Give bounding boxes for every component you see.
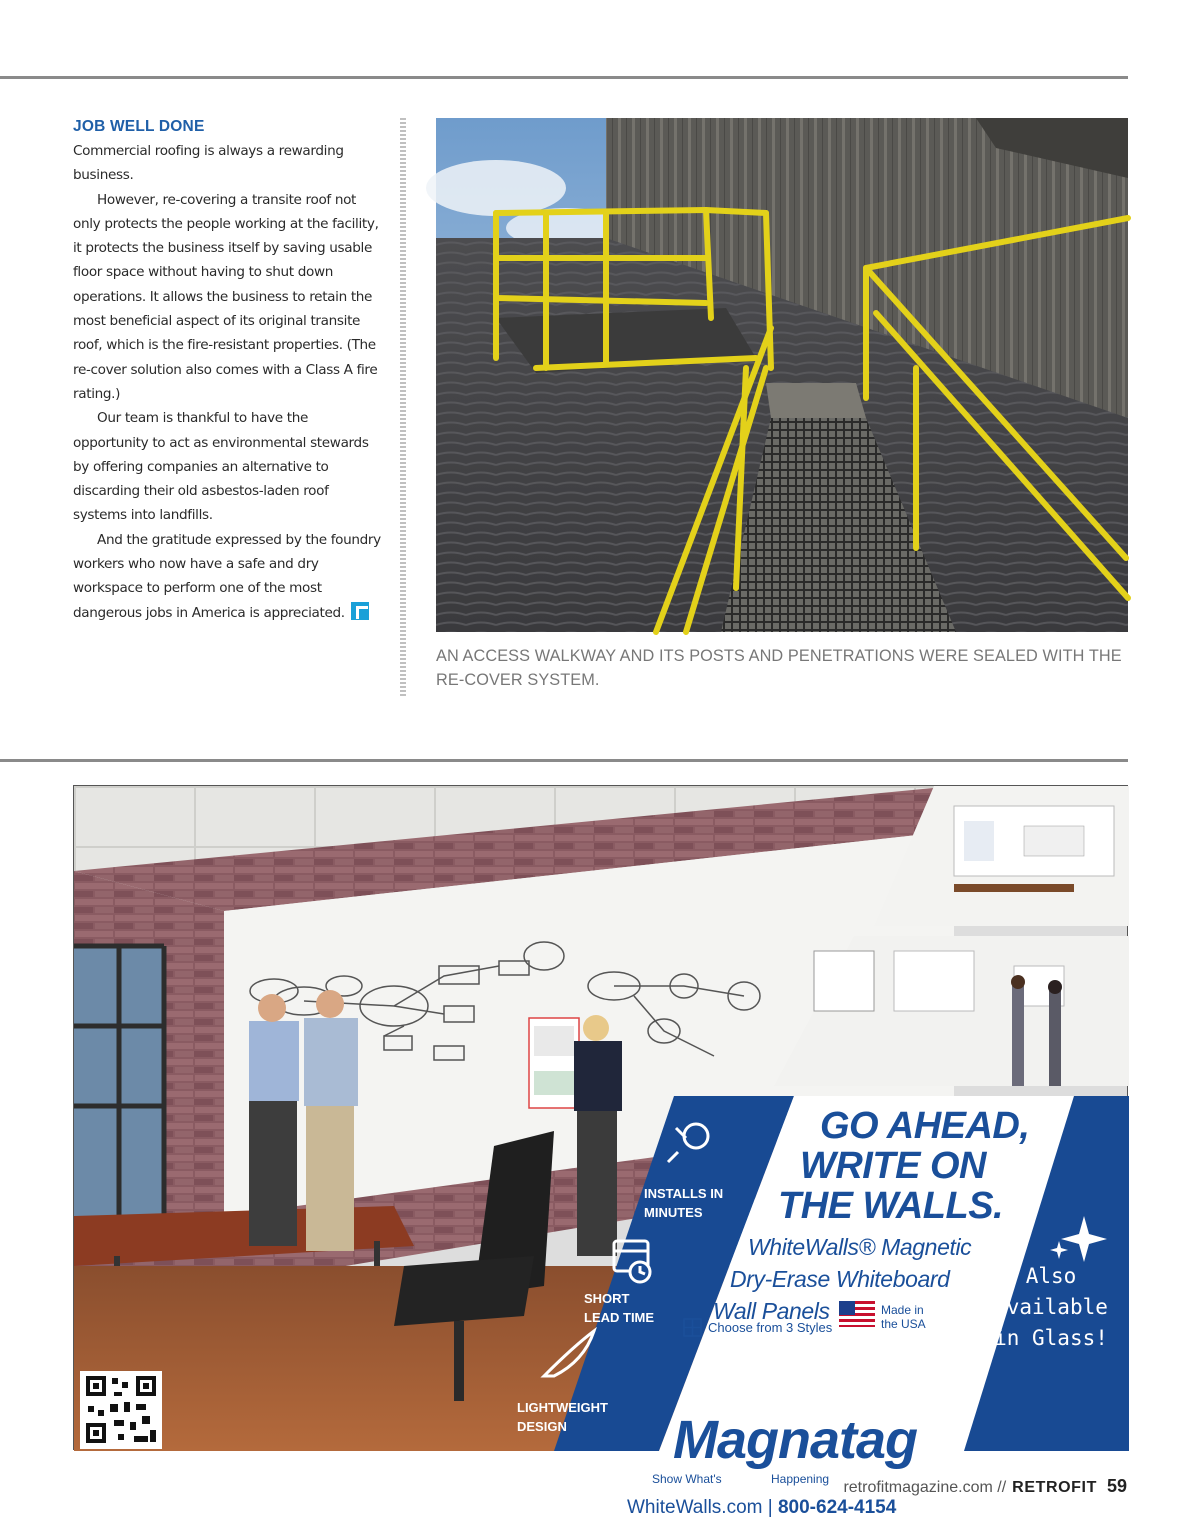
feature-installs — [644, 1184, 726, 1222]
headline-line-3: THE WALLS. — [778, 1185, 1004, 1227]
article-paragraph: However, re-covering a transite roof not only protects the people working at the facility, it protects the business itself by saving usable floor space without having to shut down operations. It allows the business to retain the most beneficial aspect of its original transite roof, which is the fire-resistant properties. (The re-cover solution also comes with a Class A fire rating.) — [73, 191, 379, 402]
headline-line-1: GO AHEAD, — [820, 1105, 1030, 1147]
feature-label: LIGHTWEIGHT DESIGN — [517, 1400, 608, 1434]
page-number: 59 — [1106, 1476, 1127, 1496]
section-heading: JOB WELL DONE — [73, 118, 205, 135]
contact-line — [627, 1497, 896, 1519]
article-paragraph: Our team is thankful to have the opportunity to act as environmental stewards by offering companies an alternative to discarding their old asbestos-laden roof systems into landfills. — [73, 410, 369, 524]
styles-label: Choose from 3 Styles — [708, 1320, 833, 1335]
qr-code-icon[interactable] — [80, 1371, 162, 1449]
glass-note-line: in Glass! — [994, 1326, 1108, 1350]
photo-caption: AN ACCESS WALKWAY AND ITS POSTS AND PENETRATIONS WERE SEALED WITH THE RE-COVER SYSTEM. — [436, 647, 1122, 689]
top-rule — [0, 76, 1128, 79]
glass-note-line: Available — [994, 1295, 1108, 1319]
footer-site: retrofitmagazine.com // — [843, 1479, 1007, 1496]
footer-publication: RETROFIT — [1012, 1479, 1097, 1496]
product-line-1: WhiteWalls® Magnetic — [748, 1234, 972, 1260]
magnatag-logo: Magnatag — [672, 1410, 918, 1470]
brand-tagline-left: Show What's — [652, 1472, 722, 1486]
article-paragraph-text: And the gratitude expressed by the foundry workers who now have a safe and dry workspace to perform one of the most dangerous jobs in America is appreciated. — [73, 531, 381, 621]
product-line-3: Wall Panels — [713, 1298, 830, 1324]
article-paragraph: Commercial roofing is always a rewarding business. — [73, 143, 344, 184]
feature-lead-time — [584, 1289, 666, 1327]
article-paragraph — [73, 528, 383, 625]
feature-label: INSTALLS IN MINUTES — [644, 1186, 724, 1220]
article-column — [73, 118, 383, 625]
headline-line-2: WRITE ON — [800, 1145, 986, 1187]
glass-note-line: Also — [1025, 1264, 1077, 1288]
brand-tagline-right: Happening — [771, 1472, 830, 1486]
feature-label: SHORT LEAD TIME — [584, 1291, 655, 1325]
end-mark-icon — [351, 602, 369, 620]
phone-number[interactable]: 800-624-4154 — [777, 1497, 897, 1518]
feature-lightweight — [517, 1398, 609, 1436]
middle-rule — [0, 759, 1128, 762]
contact-separator: | — [767, 1497, 773, 1518]
product-line-2: Dry-Erase Whiteboard — [730, 1266, 950, 1292]
column-divider — [400, 118, 406, 698]
page-footer — [843, 1476, 1127, 1497]
made-in-usa-label: Made in the USA — [881, 1303, 926, 1331]
roof-walkway-photo — [436, 118, 1128, 632]
glass-note — [986, 1261, 1116, 1354]
website-link[interactable]: WhiteWalls.com — [627, 1497, 763, 1518]
